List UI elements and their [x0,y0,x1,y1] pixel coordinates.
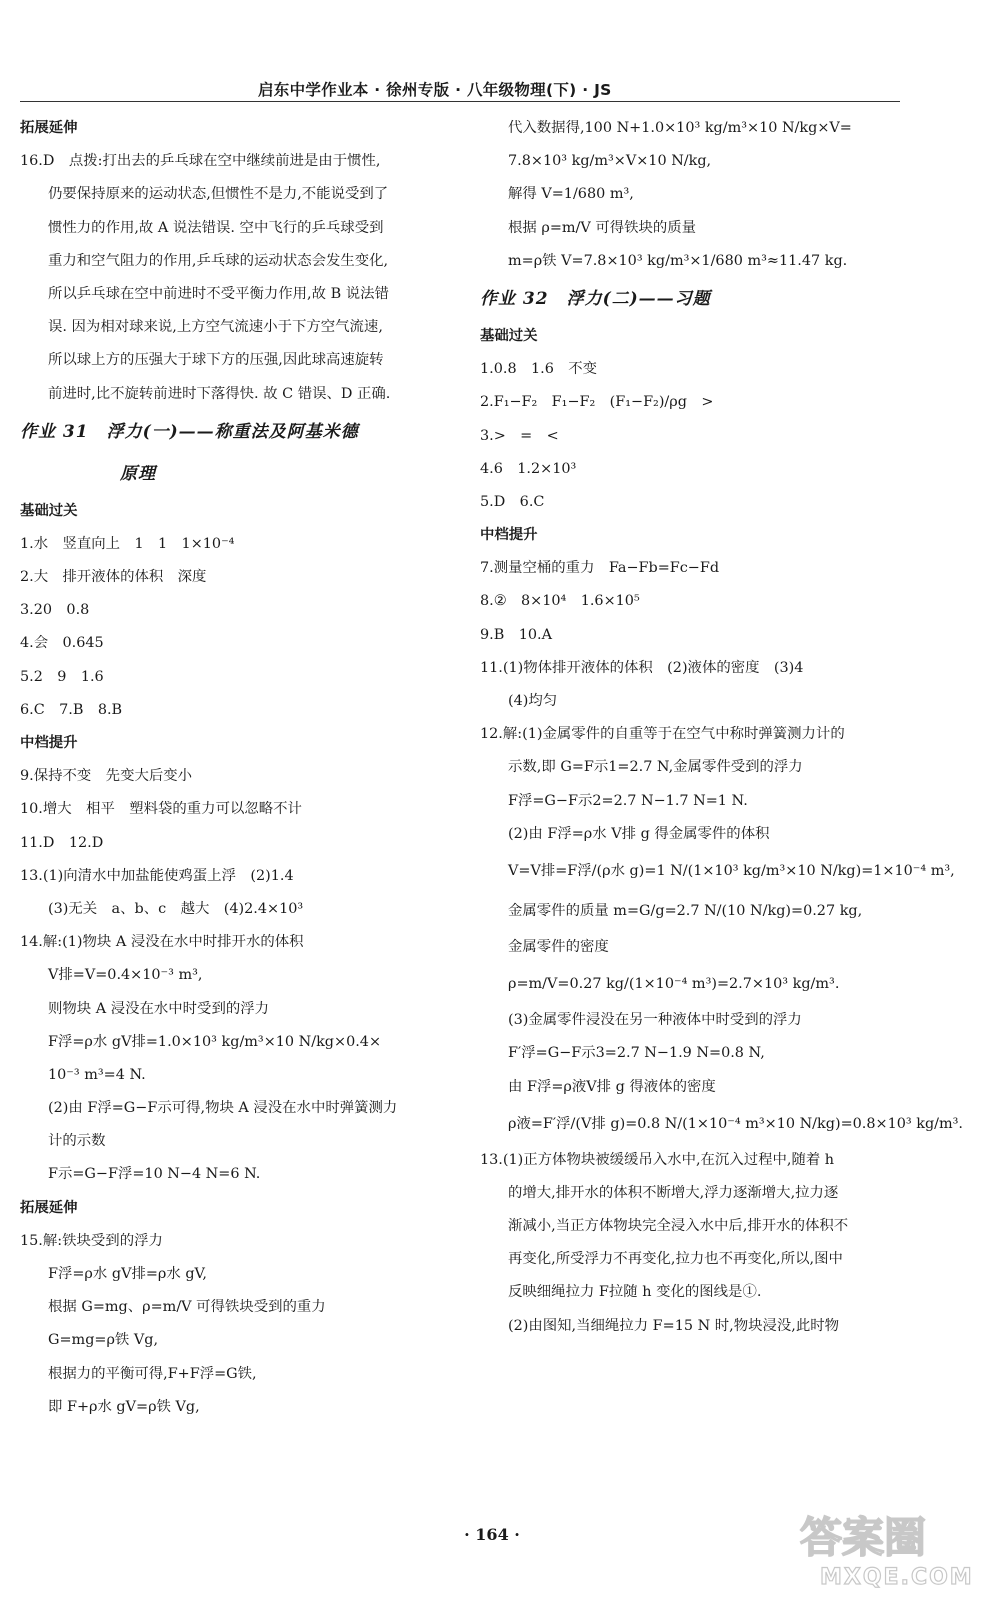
answer-line: V=V排=F浮/(ρ水 g)=1 N/(1×10³ kg/m³×10 N/kg)=1×10⁻⁴ m³, [508,862,955,879]
answer-line: 9.保持不变 先变大后变小 [20,768,193,785]
answer-line: F′浮=G−F示3=2.7 N−1.9 N=0.8 N, [508,1045,765,1062]
answer-line: ρ液=F′浮/(V排 g)=0.8 N/(1×10⁻⁴ m³×10 N/kg)=0.8×10³ kg/m³. [508,1115,964,1132]
answer-line: 4.6 1.2×10³ [480,460,577,477]
answer-line: 1.0.8 1.6 不变 [480,361,598,378]
left-column [20,112,460,1424]
svg-text:MXQE.COM: MXQE.COM [820,1565,974,1590]
answer-line: 金属零件的密度 [508,938,609,955]
answer-line: 3.> = < [480,427,559,444]
assignment-title-cont: 原理 [120,463,156,484]
answer-line: 14.解:(1)物块 A 浸没在水中时排开水的体积 [20,934,304,951]
answer-line: 10.增大 相平 塑料袋的重力可以忽略不计 [20,801,302,818]
answer-line: F示=G−F浮=10 N−4 N=6 N. [48,1166,261,1183]
answer-line: 7.测量空桶的重力 Fa−Fb=Fc−Fd [480,560,720,577]
answer-line: 误. 因为相对球来说,上方空气流速小于下方空气流速, [48,319,383,336]
answer-line: 12.解:(1)金属零件的自重等于在空气中称时弹簧测力计的 [480,726,845,743]
answer-line: 由 F浮=ρ液V排 g 得液体的密度 [508,1078,716,1095]
section-heading: 中档提升 [20,735,78,751]
answer-line: 13.(1)向清水中加盐能使鸡蛋上浮 (2)1.4 [20,867,294,884]
section-heading: 基础过关 [480,327,538,344]
answer-line: (2)由图知,当细绳拉力 F=15 N 时,物块浸没,此时物 [508,1317,840,1334]
svg-text:答案圈: 答案圈 [800,1513,927,1562]
answer-line: 反映细绳拉力 F拉随 h 变化的图线是①. [508,1284,762,1301]
header-rule [20,101,900,102]
answer-line: m=ρ铁 V=7.8×10³ kg/m³×1/680 m³≈11.47 kg. [508,252,848,269]
answer-line: 15.解:铁块受到的浮力 [20,1232,163,1249]
answer-line: 解得 V=1/680 m³, [508,186,634,203]
answer-line: 重力和空气阻力的作用,乒乓球的运动状态会发生变化, [48,252,389,269]
answer-line: ρ=m/V=0.27 kg/(1×10⁻⁴ m³)=2.7×10³ kg/m³. [508,976,840,993]
answer-line: (2)由 F浮=ρ水 V排 g 得金属零件的体积 [508,825,770,842]
answer-line: V排=V=0.4×10⁻³ m³, [48,967,203,984]
answer-line: 再变化,所受浮力不再变化,拉力也不再变化,所以,图中 [508,1251,843,1268]
assignment-title: 作业 31 浮力(一)——称重法及阿基米德 [20,421,359,442]
answer-line: F浮=ρ水 gV排=1.0×10³ kg/m³×10 N/kg×0.4× [48,1033,382,1050]
answer-line: 3.20 0.8 [20,602,90,619]
answer-line: 9.B 10.A [480,626,552,643]
answer-line: 11.(1)物体排开液体的体积 (2)液体的密度 (3)4 [480,659,804,676]
assignment-title: 作业 32 浮力(二)——习题 [480,288,711,309]
answer-line: 7.8×10³ kg/m³×V×10 N/kg, [508,153,712,170]
section-heading: 中档提升 [480,527,538,544]
watermark-logo [780,1500,980,1590]
answer-line: 前进时,比不旋转前进时下落得快. 故 C 错误、D 正确. [48,385,391,402]
answer-line: 代入数据得,100 N+1.0×10³ kg/m³×10 N/kg×V= [508,120,852,136]
answer-line: 2.大 排开液体的体积 深度 [20,569,207,586]
section-heading: 拓展延伸 [20,1199,78,1216]
answer-line: G=mg=ρ铁 Vg, [48,1332,159,1349]
answer-line: 渐减小,当正方体物块完全浸入水中后,排开水的体积不 [508,1218,849,1235]
answer-line: (3)无关 a、b、c 越大 (4)2.4×10³ [48,900,304,917]
answer-line: 4.会 0.645 [20,635,104,652]
answer-line: 5.2 9 1.6 [20,668,104,685]
answer-line: 6.C 7.B 8.B [20,701,123,718]
answer-line: 根据力的平衡可得,F+F浮=G铁, [48,1365,257,1382]
answer-line: 计的示数 [48,1133,106,1150]
section-heading: 拓展延伸 [20,120,78,136]
answer-line: 1.水 竖直向上 1 1 1×10⁻⁴ [20,535,235,552]
answer-line: 根据 G=mg、ρ=m/V 可得铁块受到的重力 [48,1299,326,1316]
answer-line: F浮=G−F示2=2.7 N−1.7 N=1 N. [508,792,748,809]
answer-line: 仍要保持原来的运动状态,但惯性不是力,不能说受到了 [48,186,389,203]
answer-line: 的增大,排开水的体积不断增大,浮力逐渐增大,拉力逐 [508,1184,839,1201]
answer-line: 惯性力的作用,故 A 说法错误. 空中飞行的乒乓球受到 [48,219,384,236]
answer-line: (4)均匀 [508,693,558,709]
answer-line: 2.F₁−F₂ F₁−F₂ (F₁−F₂)/ρg > [480,394,714,411]
answer-line: (3)金属零件浸没在另一种液体中时受到的浮力 [508,1012,802,1029]
answer-line: 根据 ρ=m/V 可得铁块的质量 [508,219,697,236]
answer-line: 示数,即 G=F示1=2.7 N,金属零件受到的浮力 [508,759,803,776]
answer-line: 所以乒乓球在空中前进时不受平衡力作用,故 B 说法错 [48,285,389,302]
answer-line: (2)由 F浮=G−F示可得,物块 A 浸没在水中时弹簧测力 [48,1100,398,1117]
answer-line: 16.D 点拨:打出去的乒乓球在空中继续前进是由于惯性, [20,153,381,170]
answer-line: 5.D 6.C [480,493,545,510]
answer-line: 所以球上方的压强大于球下方的压强,因此球高速旋转 [48,352,384,369]
section-heading: 基础过关 [20,502,78,519]
right-column [480,112,964,1343]
answer-line: 10⁻³ m³=4 N. [48,1066,146,1083]
answer-line: 金属零件的质量 m=G/g=2.7 N/(10 N/kg)=0.27 kg, [508,902,863,919]
running-header: 启东中学作业本 · 徐州专版 · 八年级物理(下) · JS [258,81,612,99]
answer-line: 8.② 8×10⁴ 1.6×10⁵ [480,593,640,610]
page-number: · 164 · [464,1525,520,1544]
answer-line: F浮=ρ水 gV排=ρ水 gV, [48,1266,207,1282]
answer-line: 13.(1)正方体物块被缓缓吊入水中,在沉入过程中,随着 h [480,1151,835,1168]
answer-line: 则物块 A 浸没在水中时受到的浮力 [48,1000,270,1017]
answer-line: 即 F+ρ水 gV=ρ铁 Vg, [48,1398,200,1415]
answer-line: 11.D 12.D [20,834,104,851]
